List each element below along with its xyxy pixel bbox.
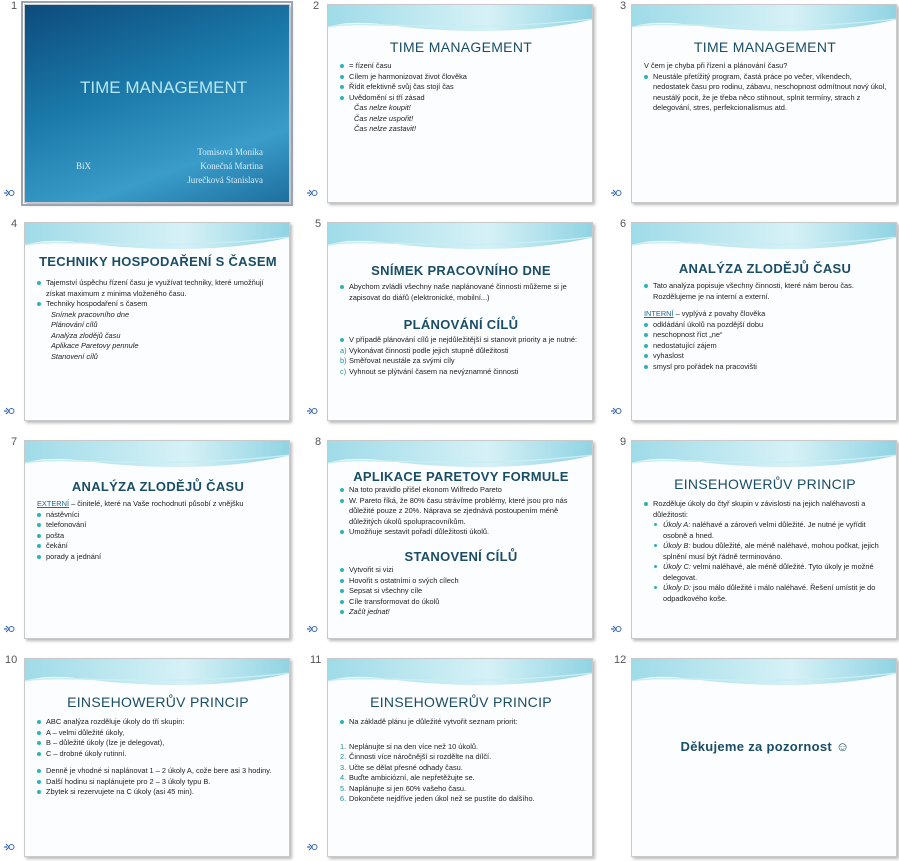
step-item [340, 346, 584, 357]
header-wave [25, 441, 290, 481]
slide-thumbnail-4[interactable] [24, 222, 290, 421]
bullet-item: Umožňuje sestavit pořadí důležitosti úkolů. [340, 527, 584, 538]
slide-body [644, 61, 888, 114]
bullet-item: Cíle transformovat do úkolů [340, 597, 584, 608]
quote-item: Čas nelze koupit! [354, 103, 411, 113]
intro-text: V čem je chyba při řízení a plánování času? [644, 61, 788, 70]
technique-item: Snímek pracovního dne [51, 309, 130, 319]
slide-number: 7 [11, 436, 18, 448]
slide-body [37, 499, 281, 562]
bullet-item: Na základě plánu je důležité vytvořit seznam priorit: [340, 717, 584, 728]
group-item [654, 541, 888, 562]
slide-number: 9 [620, 436, 627, 448]
external-desc: – činitelé, které na Vaše rochodnutí působí z vnějšku [69, 499, 244, 508]
step-item [340, 742, 584, 753]
external-heading [37, 499, 281, 510]
internal-heading [644, 309, 888, 320]
slide-body-2 [340, 335, 584, 377]
list-item: porady a jednání [37, 552, 281, 563]
slide-body [340, 717, 584, 805]
step-text: Učte se dělat přesné odhady času. [349, 762, 463, 772]
bullet-item: Abychom zvládli všechny naše naplánované činnosti můžeme si je zapisovat do diářů (elektronické, mobilní...) [340, 282, 584, 303]
slide-title: TIME MANAGEMENT [389, 39, 533, 55]
group-label: BiX [76, 161, 92, 171]
animation-icon[interactable] [306, 624, 318, 634]
slide-title: ANALÝZA ZLODĚJŮ ČASU [678, 261, 852, 276]
bullet-item: Vytvořit si vizi [340, 565, 584, 576]
slide-body [644, 281, 888, 372]
slide-thumbnail-10[interactable] [24, 658, 290, 857]
slide-thumbnail-3[interactable] [631, 4, 897, 203]
step-marker: 5. [340, 783, 347, 793]
external-label: EXTERNÍ [37, 499, 70, 508]
list-item: telefonování [37, 520, 281, 531]
slide-title: TIME MANAGEMENT [693, 39, 837, 55]
slide-number: 4 [11, 218, 18, 230]
author-name: Konečná Martina [200, 160, 263, 171]
slide-title: Děkujeme za pozornost ☺ [680, 739, 850, 754]
step-text: Vykonávat činnosti podle jejich stupně důležitosti [349, 345, 509, 355]
step-marker: 2. [340, 752, 347, 762]
step-item [340, 763, 584, 774]
list-item: smysl pro pořádek na pracovišti [644, 362, 888, 373]
animation-icon[interactable] [610, 188, 622, 198]
animation-icon[interactable] [3, 406, 15, 416]
group-text: naléhavé a zároveň velmi důležité. Je nutné je vyřídit osobně a hned. [663, 520, 866, 540]
slide-number: 5 [315, 218, 322, 230]
list-item: nedostatující zájem [644, 341, 888, 352]
bullet-item: W. Pareto říká, že 80% času strávíme problémy, které jsou pro nás důležité pouze z 20%. Náprava se zjednává postoupením méně důležitých úkolů spolupracovníkům. [340, 496, 584, 528]
slide-cell-3[interactable] [606, 0, 899, 215]
step-item [340, 773, 584, 784]
technique-item: Plánování cílů [51, 320, 98, 330]
step-text: Dokončete nejdříve jeden úkol než se pustíte do dalšího. [349, 794, 535, 804]
header-wave [328, 223, 593, 263]
technique-item: Aplikace Paretovy pennule [51, 341, 139, 351]
group-label: Úkoly B: [663, 541, 691, 551]
slide-cell-5[interactable] [302, 218, 599, 433]
step-item [340, 356, 584, 367]
slide-title: EINSEHOWERŮV PRINCIP [370, 694, 552, 710]
slide-thumbnail-9[interactable] [631, 440, 897, 639]
slide-number: 3 [620, 0, 627, 12]
step-item [340, 752, 584, 763]
slide-number: 10 [5, 654, 18, 666]
bullet-item: B – důležité úkoly (lze je delegovat), [37, 738, 281, 749]
bullet-item: Rozděluje úkoly do čtyř skupin v závislosti na jejich naléhavosti a důležitosti: [644, 499, 888, 520]
slide-thumbnail-2[interactable] [327, 4, 593, 203]
header-wave [632, 659, 897, 699]
slide-body [37, 717, 281, 798]
slide-thumbnail-12[interactable] [631, 658, 897, 857]
slide-thumbnail-5[interactable] [327, 222, 593, 421]
group-label: Úkoly C: [663, 562, 691, 572]
slide-cell-6[interactable] [606, 218, 899, 433]
bullet-item: Sepsat si všechny cíle [340, 586, 584, 597]
slide-number: 1 [11, 0, 18, 12]
step-marker: 6. [340, 794, 347, 804]
animation-icon[interactable] [3, 624, 15, 634]
list-item: pošta [37, 531, 281, 542]
list-item: vyhaslost [644, 351, 888, 362]
slide-body [340, 61, 584, 135]
step-item [340, 367, 584, 378]
step-marker: 4. [340, 773, 347, 783]
slide-thumbnail-6[interactable] [631, 222, 897, 421]
group-label: Úkoly A: [663, 520, 691, 530]
animation-icon[interactable] [3, 188, 15, 198]
bullet-item: Na toto pravidlo přišel ekonom Wilfredo Pareto [340, 485, 584, 496]
step-item [340, 784, 584, 795]
section-title: PLÁNOVÁNÍ CÍLŮ [403, 317, 519, 332]
step-text: Vyhnout se plýtvání časem na nevýznamné činnosti [349, 366, 519, 376]
step-marker: b) [340, 356, 347, 366]
animation-icon[interactable] [610, 624, 622, 634]
bullet-item: Řídit efektivně svůj čas stojí čas [340, 82, 584, 93]
slide-title: SNÍMEK PRACOVNÍHO DNE [371, 263, 551, 278]
step-text: Směřovat neustále za svými cíly [349, 356, 455, 366]
animation-icon[interactable] [610, 406, 622, 416]
step-text: Neplánujte si na den více než 10 úkolů. [349, 741, 479, 751]
bullet-item: Techniky hospodaření s časem [37, 299, 281, 310]
list-item: odkládání úkolů na pozdější dobu [644, 320, 888, 331]
technique-item: Stanovení cílů [51, 351, 98, 361]
slide-thumbnail-7[interactable] [24, 440, 290, 639]
slide-number: 8 [315, 436, 322, 448]
technique-item: Analýza zlodějů času [51, 330, 121, 340]
slide-cell-11[interactable] [302, 654, 599, 861]
bullet-item: Uvědomění si tří zásad [340, 93, 584, 104]
group-item [654, 520, 888, 541]
bullet-item: Neustále přetížitý program, častá práce po večer, víkendech, nedostatek času pro rodinu, zábavu, neschopnost odmítnout nový úkol, neustálý pocit, že je třeba něco stihnout, splnit termíny, strach z delegování, stres, perfekcionalismus atd. [644, 72, 888, 114]
bullet-item: Hovořit s ostatními o svých cílech [340, 576, 584, 587]
list-item: neschopnost říct „ne“ [644, 330, 888, 341]
slide-cell-4[interactable] [0, 218, 297, 433]
step-text: Buďte ambiciózní, ale nepřetěžujte se. [349, 773, 475, 783]
slide-thumbnail-11[interactable] [327, 658, 593, 857]
quote-item: Čas nelze zastavit! [354, 124, 417, 134]
list-item: čekání [37, 541, 281, 552]
bullet-item: Zbytek si rezervujete na C úkoly (asi 45 min). [37, 787, 281, 798]
header-wave [632, 441, 897, 481]
slide-title: EINSEHOWERŮV PRINCIP [674, 476, 856, 492]
slide-body-2 [340, 565, 584, 618]
slide-cell-8[interactable] [302, 436, 599, 651]
slide-body [340, 485, 584, 538]
slide-title: APLIKACE PARETOVY FORMULE [353, 469, 569, 484]
bullet-item: Tajemství úspěchu řízení času je využívat techniky, které umožňují získat maximum z minima vloženého času. [37, 278, 281, 299]
slide-cell-1[interactable] [0, 0, 297, 215]
slide-title: TIME MANAGEMENT [80, 78, 248, 97]
slide-body [340, 282, 584, 303]
animation-icon[interactable] [306, 188, 318, 198]
slide-body [644, 499, 888, 604]
step-text: Naplánujte si jen 60% vašeho času. [349, 783, 467, 793]
bullet-item: Začít jednat! [340, 607, 584, 618]
slide-cell-7[interactable] [0, 436, 297, 651]
slide-title: TECHNIKY HOSPODAŘENÍ S ČASEM [39, 254, 277, 269]
bullet-item: = řízení času [340, 61, 584, 72]
slide-cell-10[interactable] [0, 654, 297, 861]
bullet-item: ABC analýza rozděluje úkoly do tří skupin: [37, 717, 281, 728]
slide-cell-12[interactable] [606, 654, 899, 861]
bullet-item: Denně je vhodné si naplánovat 1 – 2 úkoly A, cože bere asi 3 hodiny. [37, 766, 281, 777]
slide-thumbnail-8[interactable] [327, 440, 593, 639]
header-wave [328, 659, 593, 699]
bullet-item: C – drobné úkoly rutinní. [37, 749, 281, 760]
group-label: Úkoly D: [663, 583, 691, 593]
slide-thumbnail-1[interactable] [24, 4, 290, 203]
slide-cell-2[interactable] [302, 0, 599, 215]
animation-icon[interactable] [3, 842, 15, 852]
bullet-item: Cílem je harmonizovat život člověka [340, 72, 584, 83]
slide-number: 6 [620, 218, 627, 230]
slide-number: 12 [614, 654, 627, 666]
slide-title: ANALÝZA ZLODĚJŮ ČASU [71, 479, 245, 494]
animation-icon[interactable] [306, 842, 318, 852]
group-item [654, 562, 888, 583]
slide-number: 11 [310, 654, 322, 666]
internal-label: INTERNÍ [644, 309, 674, 319]
bullet-item: V případě plánování cílů je nejdůležitější si stanovit priority a je nutné: [340, 335, 584, 346]
slide-body [37, 278, 281, 362]
group-item [654, 583, 888, 604]
header-wave [632, 223, 897, 263]
list-item: nástěvníci [37, 510, 281, 521]
step-marker: a) [340, 345, 347, 355]
internal-desc: – vyplývá z povahy člověka [673, 309, 766, 319]
quote-item: Čas nelze uspořit! [354, 113, 414, 123]
author-list [187, 146, 263, 188]
author-name: Jurečková Stanislava [187, 174, 263, 185]
bullet-item: Tato analýza popisuje všechny činnosti, které nám berou čas. Rozdělujeme je na interní a externí. [644, 281, 888, 302]
group-text: budou důležité, ale méně naléhavé, mohou počkat, jejich splnění musí být řádně terminováno. [663, 541, 879, 561]
animation-icon[interactable] [306, 406, 318, 416]
author-name: Tomisová Monika [197, 147, 263, 157]
step-text: Činnosti více náročnější si rozdělte na dílčí. [349, 752, 492, 762]
header-wave [25, 659, 290, 699]
step-marker: c) [340, 366, 347, 376]
slide-cell-9[interactable] [606, 436, 899, 651]
bullet-item: A – velmi důležité úkoly, [37, 728, 281, 739]
section-title: STANOVENÍ CÍLŮ [404, 549, 518, 564]
group-text: velmi naléhavé, ale méně důležité. Tyto úkoly je možné delegovat. [663, 562, 874, 582]
slide-title: EINSEHOWERŮV PRINCIP [67, 694, 249, 710]
group-text: jsou málo důležité i málo naléhavé. Řešení umístit je do odpadkového koše. [663, 583, 876, 603]
step-marker: 3. [340, 762, 347, 772]
step-item [340, 794, 584, 805]
bullet-item: Další hodinu si naplánujete pro 2 – 3 úkoly typu B. [37, 777, 281, 788]
step-marker: 1. [340, 741, 347, 751]
slide-number: 2 [313, 0, 320, 12]
